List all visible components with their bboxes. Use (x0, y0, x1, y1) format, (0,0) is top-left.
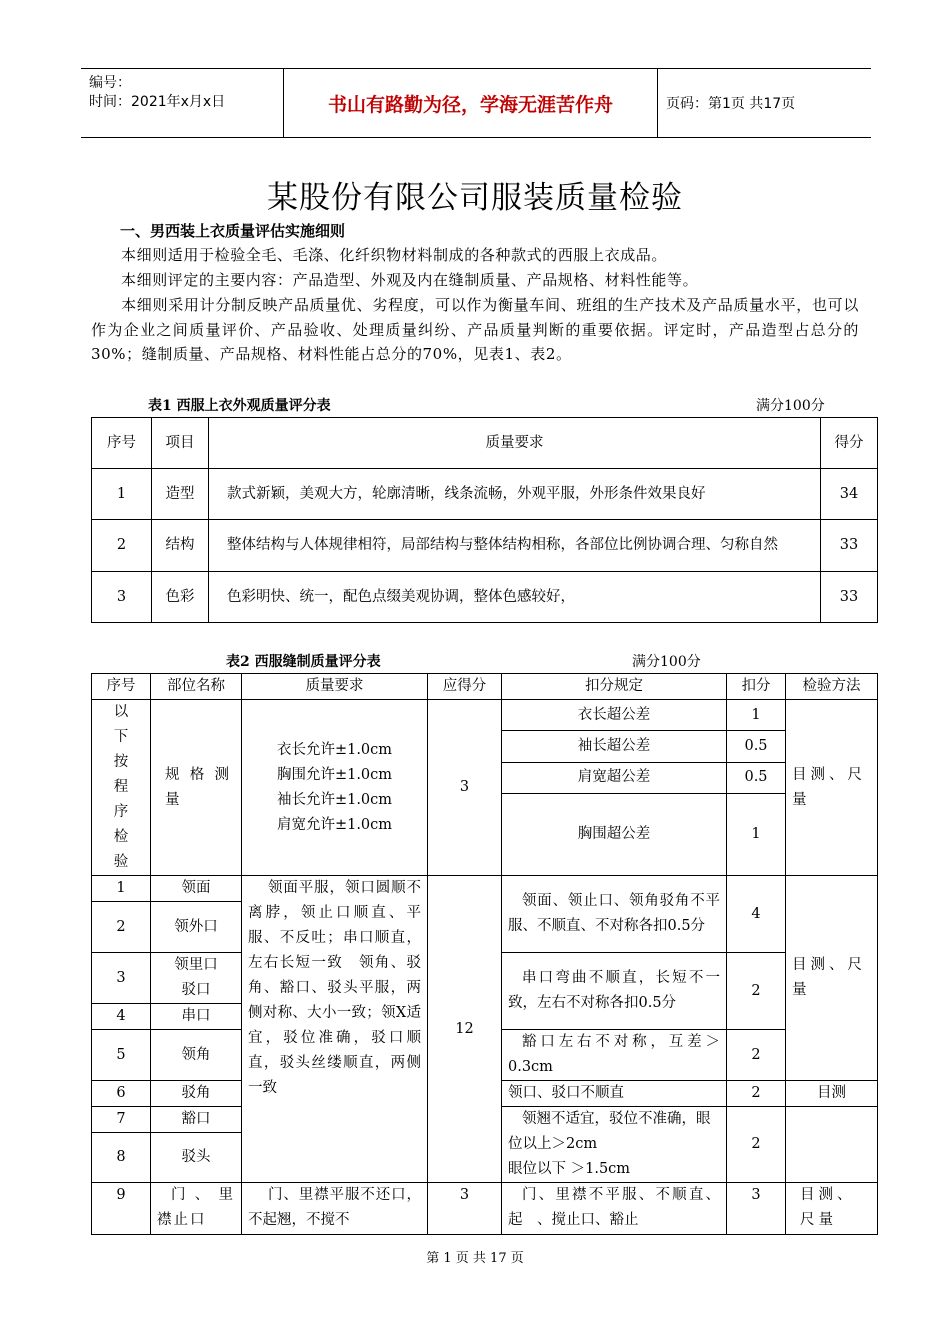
rule-deduct: 1 (727, 794, 786, 876)
row-score: 34 (821, 469, 878, 520)
row9-requirement: 门、里襟平服不还口，不起翘，不搅不 (242, 1183, 428, 1235)
date-label: 时间：2021年x月x日 (89, 94, 226, 110)
header-cell: 扣分 (727, 674, 786, 700)
header-meta (81, 69, 284, 137)
collar-method-a: 目测、尺量 (786, 876, 878, 1081)
rule-deduct: 2 (727, 1107, 786, 1183)
header-cell: 得分 (821, 418, 878, 469)
header-cell: 质量要求 (242, 674, 428, 700)
collar-requirement: 领面平服，领口圆顺不离脖，领止口顺直、平服、不反吐；串口顺直，左右长短一致 领角、驳角、豁口、驳头平服，两侧对称、大小一致；领X适宜，驳位准确，驳口顺直，驳头丝缕顺直，两侧一致 (242, 876, 428, 1183)
paragraph-3: 本细则采用计分制反映产品质量优、劣程度，可以作为衡量车间、班组的生产技术及产品质量水平，也可以作为企业之间质量评价、产品验收、处理质量纠纷、产品质量判断的重要依据。评定时，产品造型占总分的30%；缝制质量、产品规格、材料性能占总分的70%，见表1、表2。 (91, 296, 859, 363)
header-cell: 扣分规定 (502, 674, 727, 700)
spec-requirement: 衣长允许±1.0cm 胸围允许±1.0cm 袖长允许±1.0cm 肩宽允许±1.0cm (242, 700, 428, 876)
part-number: 3 (92, 953, 151, 1004)
row-requirement: 款式新颖，美观大方，轮廓清晰，线条流畅，外观平服，外形条件效果良好 (209, 469, 821, 520)
row-item: 结构 (152, 520, 209, 572)
row-score: 33 (821, 520, 878, 572)
table1-full-score: 满分100分 (756, 398, 825, 414)
header-cell: 项目 (152, 418, 209, 469)
header-page-info: 页码：第1页 共17页 (666, 96, 796, 112)
row-item: 造型 (152, 469, 209, 520)
spec-number-vertical: 以 下 按 程 序 检 验 (92, 700, 151, 876)
part-name: 领面 (151, 876, 242, 902)
row-requirement: 色彩明快、统一，配色点缀美观协调，整体色感较好， (209, 572, 821, 623)
header-cell: 序号 (92, 418, 152, 469)
table-row (92, 700, 878, 731)
table-row (92, 572, 878, 623)
paragraph-1: 本细则适用于检验全毛、毛涤、化纤织物材料制成的各种款式的西服上衣成品。 (121, 246, 668, 264)
rule-deduct: 2 (727, 1030, 786, 1081)
table-header-row (92, 418, 878, 469)
part-name: 门、里襟止口 (151, 1183, 242, 1235)
rule-deduct: 1 (727, 700, 786, 731)
rule-text: 领翘不适宜，驳位不准确，眼位以上＞2cm 眼位以下 ＞1.5cm (502, 1107, 727, 1183)
header-cell: 应得分 (428, 674, 502, 700)
paragraph-2: 本细则评定的主要内容：产品造型、外观及内在缝制质量、产品规格、材料性能等。 (121, 271, 699, 289)
part-number: 7 (92, 1107, 151, 1133)
table2-caption: 表2 西服缝制质量评分表 (226, 654, 381, 670)
rule-deduct: 2 (727, 1081, 786, 1107)
table-header-row (92, 674, 878, 700)
document-title: 某股份有限公司服装质量检验 (267, 180, 683, 216)
row9-points: 3 (428, 1183, 502, 1235)
part-number: 2 (92, 902, 151, 953)
rule-text: 领口、驳口不顺直 (502, 1081, 727, 1107)
empty-cell (786, 1107, 878, 1183)
row-number: 1 (92, 469, 152, 520)
rule-deduct: 0.5 (727, 762, 786, 793)
row-number: 2 (92, 520, 152, 572)
rule-deduct: 2 (727, 953, 786, 1030)
row9-method: 目测、尺量 (786, 1183, 878, 1235)
table-row (92, 876, 878, 902)
part-number: 1 (92, 876, 151, 902)
part-name: 领角 (151, 1030, 242, 1081)
collar-method-b: 目测 (786, 1081, 878, 1107)
row-requirement: 整体结构与人体规律相符，局部结构与整体结构相称，各部位比例协调合理、匀称自然 (209, 520, 821, 572)
table-row (92, 1183, 878, 1235)
header-cell: 检验方法 (786, 674, 878, 700)
table-row (92, 469, 878, 520)
part-name: 豁口 (151, 1107, 242, 1133)
part-number: 4 (92, 1004, 151, 1030)
rule-text: 衣长超公差 (502, 700, 727, 731)
collar-points: 12 (428, 876, 502, 1183)
part-name: 驳头 (151, 1133, 242, 1183)
table1-caption: 表1 西服上衣外观质量评分表 (148, 398, 331, 414)
header-cell: 序号 (92, 674, 151, 700)
row-number: 3 (92, 572, 152, 623)
document-header (81, 68, 871, 138)
header-cell: 质量要求 (209, 418, 821, 469)
sewing-score-table (91, 673, 878, 1235)
part-number: 8 (92, 1133, 151, 1183)
part-name: 领里口驳口 (151, 953, 242, 1004)
header-motto: 书山有路勤为径，学海无涯苦作舟 (284, 69, 658, 137)
rule-text: 肩宽超公差 (502, 762, 727, 793)
header-cell: 部位名称 (151, 674, 242, 700)
rule-text: 门、里襟不平服、不顺直、起 、搅止口、豁止 (502, 1183, 727, 1235)
spec-method: 目测、尺量 (786, 700, 878, 876)
part-name: 驳角 (151, 1081, 242, 1107)
appearance-score-table (91, 417, 878, 623)
part-number: 5 (92, 1030, 151, 1081)
spec-part: 规格测量 (151, 700, 242, 876)
rule-deduct: 4 (727, 876, 786, 953)
part-number: 6 (92, 1081, 151, 1107)
part-number: 9 (92, 1183, 151, 1235)
table2-full-score: 满分100分 (632, 654, 701, 670)
table-row (92, 520, 878, 572)
rule-text: 串口弯曲不顺直，长短不一致，左右不对称各扣0.5分 (502, 953, 727, 1030)
rule-deduct: 0.5 (727, 731, 786, 762)
rule-text: 袖长超公差 (502, 731, 727, 762)
rule-text: 领面、领止口、领角驳角不平服、不顺直、不对称各扣0.5分 (502, 876, 727, 953)
spec-points: 3 (428, 700, 502, 876)
rule-text: 豁口左右不对称，互差＞0.3cm (502, 1030, 727, 1081)
row-item: 色彩 (152, 572, 209, 623)
rule-deduct: 3 (727, 1183, 786, 1235)
number-label: 编号： (89, 75, 131, 91)
part-name: 串口 (151, 1004, 242, 1030)
part-name: 领外口 (151, 902, 242, 953)
rule-text: 胸围超公差 (502, 794, 727, 876)
row-score: 33 (821, 572, 878, 623)
section-heading: 一、男西装上衣质量评估实施细则 (120, 222, 346, 240)
page-footer: 第 1 页 共 17 页 (426, 1251, 524, 1266)
